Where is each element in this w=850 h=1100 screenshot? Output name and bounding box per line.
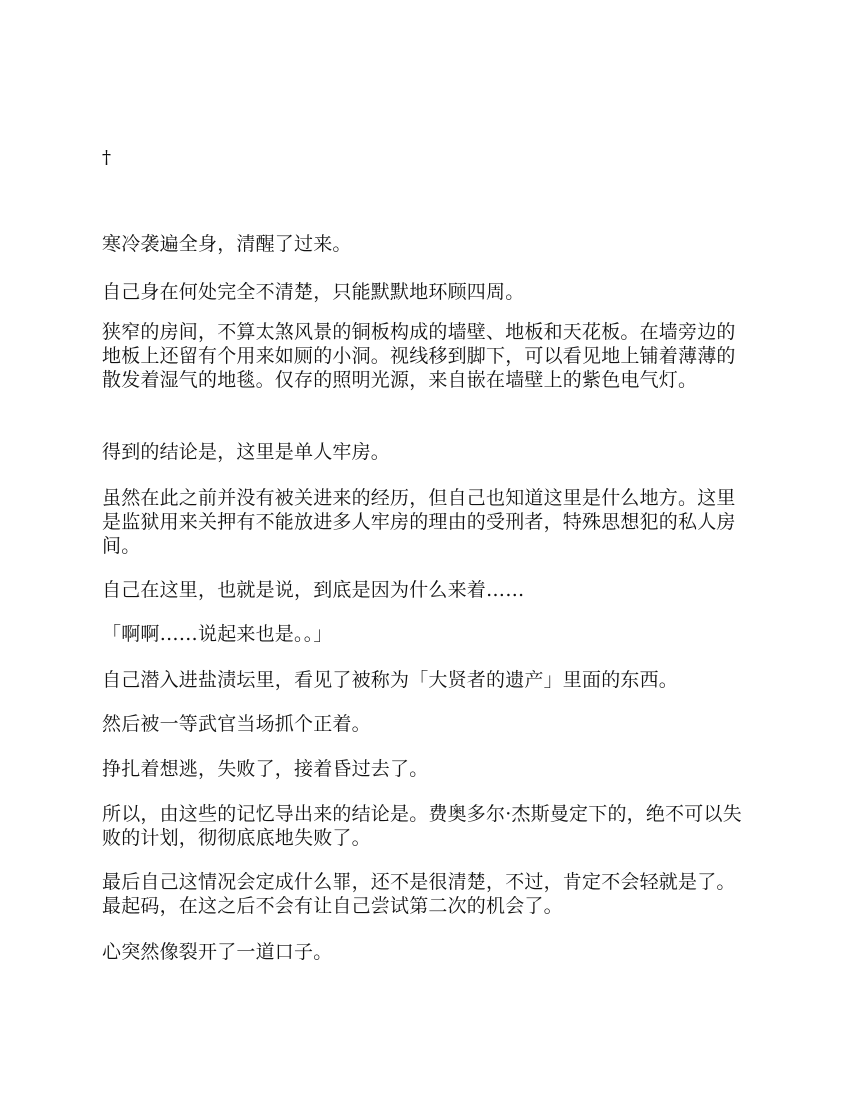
paragraph-12: 最后自己这情况会定成什么罪，还不是很清楚，不过，肯定不会轻就是了。最起码，在这之后不会有让自己尝试第二次的机会了。 <box>102 871 736 917</box>
paragraph-6: 自己在这里，也就是说，到底是因为什么来着…… <box>102 579 525 601</box>
paragraph-1: 寒冷袭遍全身，清醒了过来。 <box>102 233 352 255</box>
paragraph-13: 心突然像裂开了一道口子。 <box>102 941 333 963</box>
paragraph-10: 挣扎着想逃，失败了，接着昏过去了。 <box>102 758 429 780</box>
paragraph-5: 虽然在此之前并没有被关进来的经历，但自己也知道这里是什么地方。这里是监狱用来关押有不能放进多人牢房的理由的受刑者，特殊思想犯的私人房间。 <box>102 487 736 557</box>
paragraph-8: 自己潜入进盐渍坛里，看见了被称为「大贤者的遗产」里面的东西。 <box>102 669 679 691</box>
paragraph-11: 所以，由这些的记忆导出来的结论是。费奥多尔·杰斯曼定下的，绝不可以失败的计划，彻彻底底地失败了。 <box>102 803 742 849</box>
paragraph-2: 自己身在何处完全不清楚，只能默默地环顾四周。 <box>102 281 525 303</box>
paragraph-7: 「啊啊……说起来也是。。」 <box>102 623 333 645</box>
section-marker: † <box>102 147 112 168</box>
paragraph-9: 然后被一等武官当场抓个正着。 <box>102 713 371 735</box>
paragraph-3: 狭窄的房间，不算太煞风景的铜板构成的墙壁、地板和天花板。在墙旁边的地板上还留有个用来如厕的小洞。视线移到脚下，可以看见地上铺着薄薄的散发着湿气的地毯。仅存的照明光源，来自嵌在墙壁上的紫色电气灯。 <box>102 321 736 391</box>
paragraph-4: 得到的结论是，这里是单人牢房。 <box>102 441 391 463</box>
